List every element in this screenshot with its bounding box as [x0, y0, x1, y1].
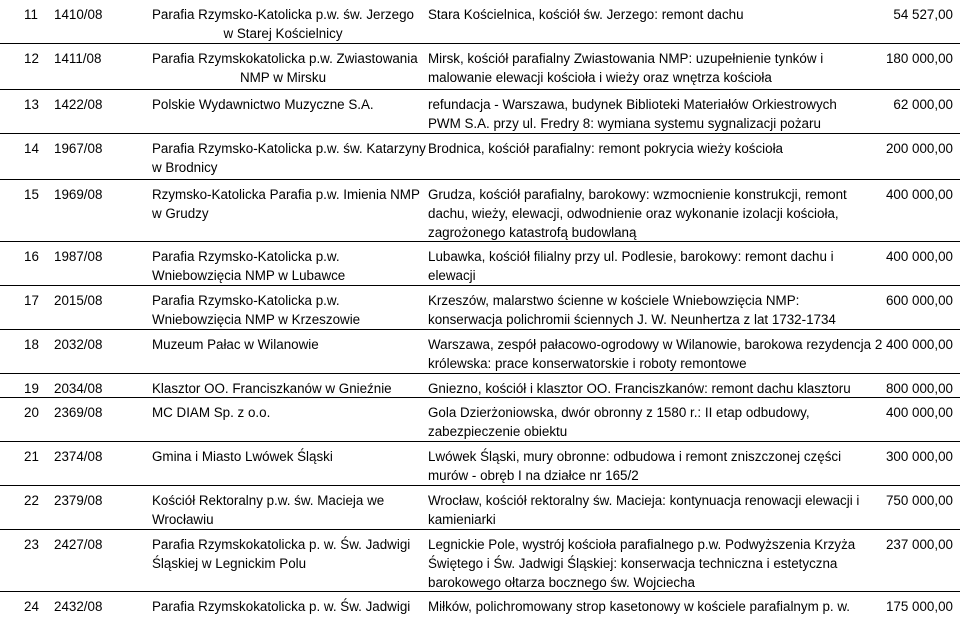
- description-line: malowanie elewacji kościoła i wieży oraz wnętrza kościoła: [428, 70, 772, 85]
- applicant-line: Kościół Rektoralny p.w. św. Macieja we: [152, 493, 385, 508]
- description-line: Warszawa, zespół pałacowo-ogrodowy w Wilanowie, barokowa rezydencja: [428, 337, 872, 352]
- grant-amount: 300 000,00: [885, 449, 953, 464]
- grant-amount: 175 000,00: [885, 599, 953, 614]
- applicant-line: w Starej Kościelnicy: [223, 26, 343, 41]
- applicant-line: Gmina i Miasto Lwówek Śląski: [152, 449, 333, 464]
- application-id: 1967/08: [54, 141, 103, 156]
- table-row: [0, 90, 960, 134]
- task-description: [428, 335, 872, 373]
- task-description: [428, 447, 868, 485]
- grant-amount: 800 000,00: [885, 381, 953, 396]
- applicant-line: Parafia Rzymskokatolicka p. w. Św. Jadwigi: [152, 599, 411, 614]
- table-row: [0, 374, 960, 398]
- applicant-line: Śląskiej w Legnickim Polu: [152, 556, 307, 571]
- description-line: murów - obręb I na działce nr 165/2: [428, 468, 639, 483]
- description-line: królewska: prace konserwatorskie i roboty remontowe: [428, 356, 747, 371]
- description-line: Stara Kościelnica, kościół św. Jerzego: remont dachu: [428, 7, 744, 22]
- application-id: 2432/08: [54, 599, 103, 614]
- row-number: 13: [24, 97, 39, 112]
- grant-amount: 750 000,00: [885, 493, 953, 508]
- task-description: [428, 491, 868, 529]
- description-line: konserwacja polichromii ściennych J. W. Neunhertza z lat 1732-1734: [428, 312, 836, 327]
- table-row: [0, 592, 960, 618]
- row-number: 24: [24, 599, 39, 614]
- applicant-line: Parafia Rzymsko-Katolicka p.w.: [152, 249, 340, 264]
- table-row: [0, 286, 960, 330]
- grant-amount: 400 000,00: [885, 187, 953, 202]
- grant-amount: 200 000,00: [885, 141, 953, 156]
- grant-amount: 54 527,00: [893, 7, 953, 22]
- applicant-line: Muzeum Pałac w Wilanowie: [152, 337, 319, 352]
- table-row: [0, 44, 960, 90]
- description-line: Lubawka, kościół filialny przy ul. Podlesie, barokowy: remont dachu i: [428, 249, 834, 264]
- applicant-line: Parafia Rzymskokatolicka p. w. Św. Jadwigi: [152, 537, 411, 552]
- applicant-name: [152, 491, 422, 529]
- applicant-line: NMP w Mirsku: [239, 70, 327, 85]
- grant-amount: 400 000,00: [885, 249, 953, 264]
- description-line: kamieniarki: [428, 512, 496, 527]
- description-line: Miłków, polichromowany strop kasetonowy w kościele parafialnym p. w.: [428, 599, 850, 614]
- application-id: 2369/08: [54, 405, 103, 420]
- description-line: Gola Dzierżoniowska, dwór obronny z 1580 r.: II etap odbudowy,: [428, 405, 810, 420]
- applicant-line: Parafia Rzymsko-Katolicka p.w. św. Katarzyny: [152, 141, 426, 156]
- row-number: 18: [24, 337, 39, 352]
- row-number: 15: [24, 187, 39, 202]
- row-number: 12: [24, 51, 39, 66]
- table-row: [0, 242, 960, 286]
- task-description: [428, 95, 868, 133]
- description-line: refundacja - Warszawa, budynek Biblioteki Materiałów Orkiestrowych: [428, 97, 837, 112]
- application-id: 1410/08: [54, 7, 103, 22]
- applicant-name: [152, 291, 422, 329]
- applicant-line: Polskie Wydawnictwo Muzyczne S.A.: [152, 97, 374, 112]
- applicant-name: [152, 139, 426, 177]
- description-line: dachu, wieży, elewacji, odwodnienie oraz wykonanie izolacji kościoła,: [428, 206, 839, 221]
- description-line: barokowego ołtarza bocznego św. Wojciecha: [428, 575, 695, 590]
- applicant-line: Parafia Rzymsko-Katolicka p.w.: [152, 293, 340, 308]
- table-row: [0, 0, 960, 44]
- description-line: Gniezno, kościół i klasztor OO. Franciszkanów: remont dachu klasztoru: [428, 381, 851, 396]
- row-number: 11: [24, 7, 38, 22]
- description-line: zabezpieczenie obiektu: [428, 424, 568, 439]
- applicant-name: [152, 379, 422, 398]
- task-description: [428, 535, 868, 592]
- row-number: 21: [24, 449, 39, 464]
- application-id: 2374/08: [54, 449, 103, 464]
- applicant-name: [152, 535, 422, 573]
- task-description: [428, 403, 868, 441]
- table-row: [0, 442, 960, 486]
- row-number: 22: [24, 493, 39, 508]
- description-line: Świętego i Św. Jadwigi Śląskiej: konserwacja techniczna i estetyczna: [428, 556, 838, 571]
- applicant-name: [152, 447, 422, 466]
- applicant-line: w Grudzy: [152, 206, 209, 221]
- task-description: [428, 597, 868, 616]
- application-id: 1411/08: [54, 51, 102, 66]
- row-number: 20: [24, 405, 39, 420]
- applicant-line: w Brodnicy: [152, 160, 218, 175]
- row-number: 14: [24, 141, 39, 156]
- task-description: [428, 291, 868, 329]
- applicant-name: [152, 95, 422, 114]
- task-description: [428, 49, 868, 87]
- table-row: [0, 398, 960, 442]
- description-line: Krzeszów, malarstwo ścienne w kościele Wniebowzięcia NMP:: [428, 293, 800, 308]
- applicant-line: Wrocławiu: [152, 512, 214, 527]
- description-line: PWM S.A. przy ul. Fredry 8: wymiana systemu sygnalizacji pożaru: [428, 116, 821, 131]
- table-row: [0, 486, 960, 530]
- grant-amount: 600 000,00: [885, 293, 953, 308]
- grant-amount: 180 000,00: [885, 51, 953, 66]
- task-description: [428, 139, 868, 158]
- task-description: [428, 379, 868, 398]
- applicant-line: Parafia Rzymsko-Katolicka p.w. św. Jerzego: [152, 7, 414, 22]
- application-id: 2379/08: [54, 493, 103, 508]
- application-id: 2015/08: [54, 293, 103, 308]
- grant-amount: 400 000,00: [885, 405, 953, 420]
- description-line: Legnickie Pole, wystrój kościoła parafialnego p.w. Podwyższenia Krzyża: [428, 537, 856, 552]
- description-line: elewacji: [428, 268, 476, 283]
- task-description: [428, 5, 868, 24]
- table-row: [0, 134, 960, 180]
- grant-amount: 2 400 000,00: [874, 337, 953, 352]
- row-number: 17: [24, 293, 39, 308]
- applicant-line: MC DIAM Sp. z o.o.: [152, 405, 271, 420]
- task-description: [428, 185, 868, 242]
- applicant-line: Wniebowzięcia NMP w Krzeszowie: [152, 312, 361, 327]
- grant-amount: 237 000,00: [885, 537, 953, 552]
- application-id: 1969/08: [54, 187, 103, 202]
- description-line: Wrocław, kościół rektoralny św. Macieja: kontynuacja renowacji elewacji i: [428, 493, 860, 508]
- description-line: Grudza, kościół parafialny, barokowy: wzmocnienie konstrukcji, remont: [428, 187, 847, 202]
- table-row: [0, 530, 960, 592]
- applicant-name: [152, 335, 422, 354]
- row-number: 23: [24, 537, 39, 552]
- row-number: 16: [24, 249, 39, 264]
- application-id: 1987/08: [54, 249, 103, 264]
- application-id: 1422/08: [54, 97, 103, 112]
- description-line: zagrożonego katastrofą budowlaną: [428, 225, 637, 240]
- table-row: [0, 330, 960, 374]
- grant-amount: 62 000,00: [893, 97, 953, 112]
- description-line: Mirsk, kościół parafialny Zwiastowania NMP: uzupełnienie tynków i: [428, 51, 824, 66]
- applicant-name: [152, 5, 414, 43]
- table-row: [0, 180, 960, 242]
- application-id: 2032/08: [54, 337, 103, 352]
- applicant-name: [152, 597, 422, 616]
- applicant-line: Rzymsko-Katolicka Parafia p.w. Imienia NMP: [152, 187, 420, 202]
- application-id: 2427/08: [54, 537, 103, 552]
- applicant-name: [152, 247, 422, 285]
- applicant-line: Wniebowzięcia NMP w Lubawce: [152, 268, 346, 283]
- description-line: Lwówek Śląski, mury obronne: odbudowa i remont zniszczonej części: [428, 449, 842, 464]
- applicant-name: [152, 403, 422, 422]
- description-line: Brodnica, kościół parafialny: remont pokrycia wieży kościoła: [428, 141, 784, 156]
- applicant-name: [152, 185, 422, 223]
- applicant-name: [152, 49, 418, 87]
- applicant-line: Parafia Rzymskokatolicka p.w. Zwiastowania: [152, 51, 418, 66]
- row-number: 19: [24, 381, 39, 396]
- application-id: 2034/08: [54, 381, 103, 396]
- applicant-line: Klasztor OO. Franciszkanów w Gnieźnie: [152, 381, 392, 396]
- task-description: [428, 247, 868, 285]
